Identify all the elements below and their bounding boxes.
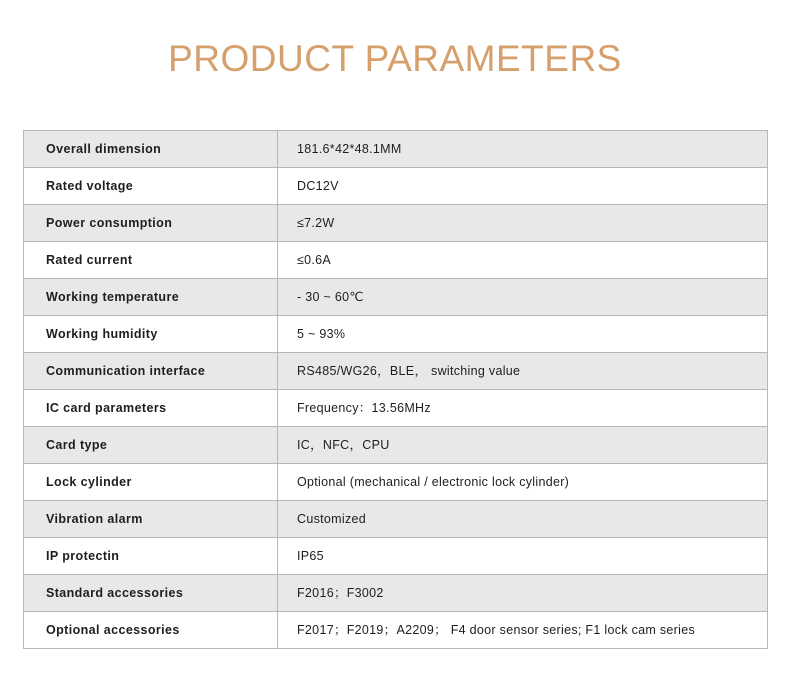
- row-label: IP protectin: [24, 538, 278, 575]
- table-row: [24, 464, 768, 501]
- parameters-table: [23, 130, 768, 649]
- row-value: DC12V: [278, 168, 768, 205]
- table-row: [24, 538, 768, 575]
- row-label: Standard accessories: [24, 575, 278, 612]
- row-label: Working temperature: [24, 279, 278, 316]
- page-title: PRODUCT PARAMETERS: [168, 38, 622, 79]
- table-row: [24, 168, 768, 205]
- row-value: 181.6*42*48.1MM: [278, 131, 768, 168]
- row-value: ≤0.6A: [278, 242, 768, 279]
- row-label: Overall dimension: [24, 131, 278, 168]
- row-value: - 30 ~ 60℃: [278, 279, 768, 316]
- row-label: Vibration alarm: [24, 501, 278, 538]
- row-label: IC card parameters: [24, 390, 278, 427]
- table-row: [24, 390, 768, 427]
- table-row: [24, 205, 768, 242]
- row-value: ≤7.2W: [278, 205, 768, 242]
- table-row: [24, 316, 768, 353]
- row-label: Power consumption: [24, 205, 278, 242]
- row-label: Card type: [24, 427, 278, 464]
- table-row: [24, 353, 768, 390]
- row-value: 5 ~ 93%: [278, 316, 768, 353]
- row-label: Communication interface: [24, 353, 278, 390]
- row-value: IC，NFC，CPU: [278, 427, 768, 464]
- row-label: Rated voltage: [24, 168, 278, 205]
- table-row: [24, 131, 768, 168]
- row-label: Working humidity: [24, 316, 278, 353]
- table-row: [24, 427, 768, 464]
- row-label: Lock cylinder: [24, 464, 278, 501]
- row-value: Optional (mechanical / electronic lock cylinder): [278, 464, 768, 501]
- table-row: [24, 279, 768, 316]
- row-label: Rated current: [24, 242, 278, 279]
- row-value: IP65: [278, 538, 768, 575]
- row-value: F2016；F3002: [278, 575, 768, 612]
- row-value: Customized: [278, 501, 768, 538]
- row-value: RS485/WG26，BLE， switching value: [278, 353, 768, 390]
- table-row: [24, 575, 768, 612]
- row-value: Frequency：13.56MHz: [278, 390, 768, 427]
- row-label: Optional accessories: [24, 612, 278, 649]
- table-row: [24, 501, 768, 538]
- row-value: F2017；F2019；A2209； F4 door sensor series; F1 lock cam series: [278, 612, 768, 649]
- table-row: [24, 612, 768, 649]
- table-row: [24, 242, 768, 279]
